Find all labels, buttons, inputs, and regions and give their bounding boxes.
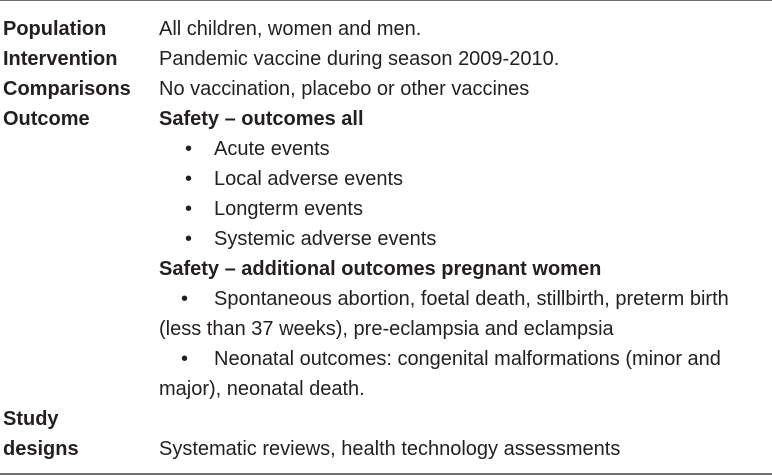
bullet-icon: •: [185, 228, 193, 250]
safety-pregnant-heading: Safety – additional outcomes pregnant women: [159, 258, 602, 280]
comparisons-value: No vaccination, placebo or other vaccines: [159, 78, 530, 100]
list-item: • Acute events: [159, 134, 765, 164]
list-item: • Neonatal outcomes: congenital malformations (minor and major), neonatal death.: [159, 344, 765, 404]
list-item: • Longterm events: [159, 194, 765, 224]
outcome-value: [159, 104, 765, 404]
bullet-icon: •: [185, 168, 193, 190]
study-designs-label: Study designs: [3, 408, 79, 460]
table-bottom-rule: [0, 473, 772, 475]
table-top-rule: [0, 0, 772, 1]
list-item: • Spontaneous abortion, foetal death, stillbirth, preterm birth (less than 37 weeks), pre-eclampsia and eclampsia: [159, 284, 765, 344]
population-value: All children, women and men.: [159, 18, 422, 40]
safety-all-heading: Safety – outcomes all: [159, 108, 364, 130]
list-item: • Systemic adverse events: [159, 224, 765, 254]
intervention-value: Pandemic vaccine during season 2009-2010.: [159, 48, 560, 70]
comparisons-label: Comparisons: [3, 78, 131, 100]
intervention-label: Intervention: [3, 48, 118, 70]
outcome-label: Outcome: [3, 108, 90, 130]
bullet-icon: •: [181, 348, 189, 370]
bullet-icon: •: [181, 288, 189, 310]
study-designs-value: Systematic reviews, health technology assessments: [159, 438, 621, 460]
bullet-icon: •: [185, 198, 193, 220]
list-item: • Local adverse events: [159, 164, 765, 194]
bullet-icon: •: [185, 138, 193, 160]
safety-all-list: [159, 134, 765, 254]
population-label: Population: [3, 18, 107, 40]
